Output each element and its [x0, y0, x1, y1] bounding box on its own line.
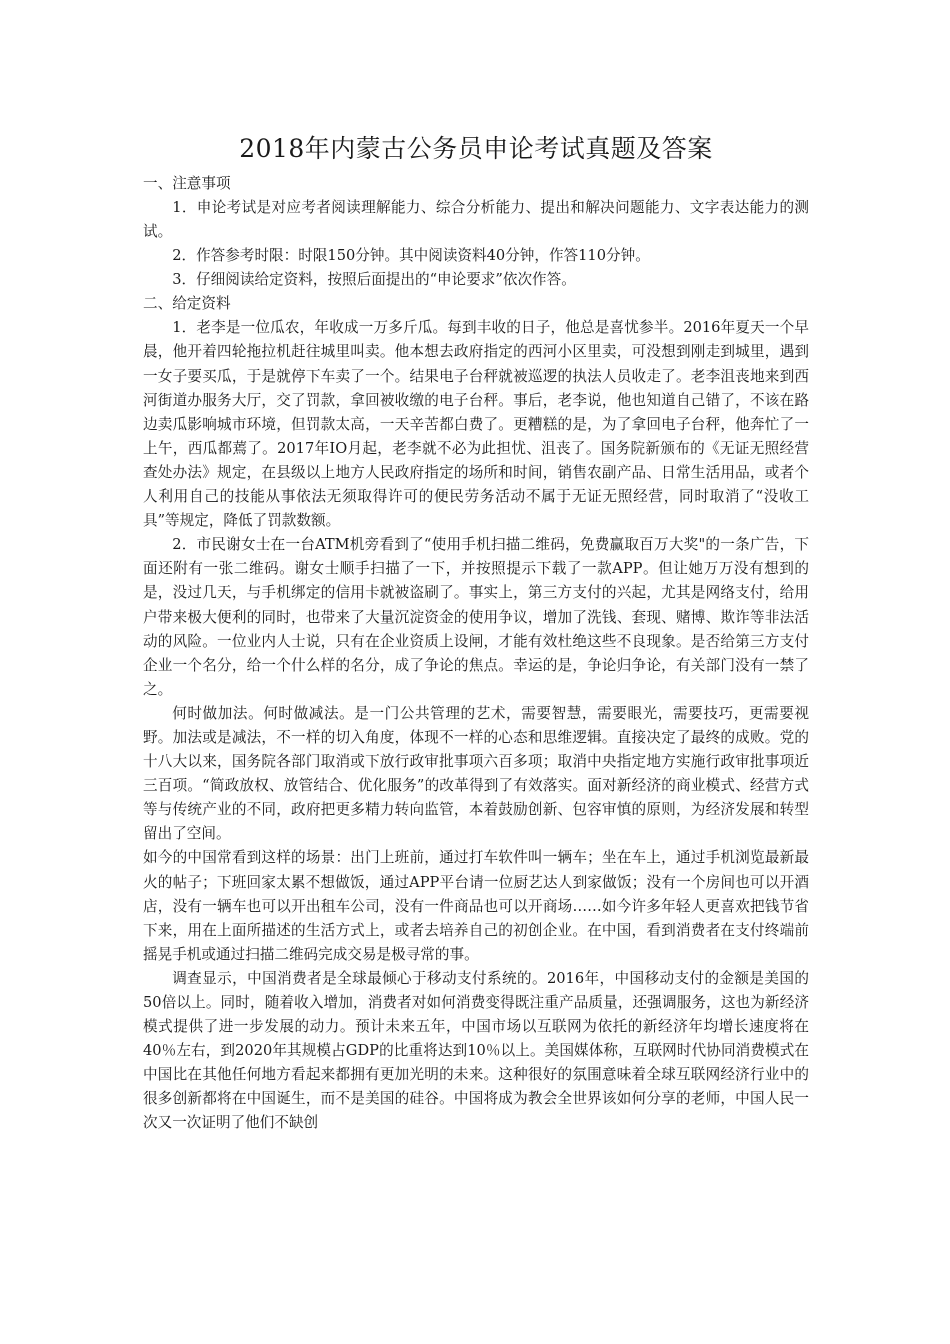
notes-item-2: 2．作答参考时限：时限150分钟。其中阅读资料40分钟，作答110分钟。 [172, 247, 650, 265]
material-paragraph-3: 何时做加法。何时做减法。是一门公共管理的艺术，需要智慧，需要眼光，需要技巧，更需要视野。加法或是减法，不一样的切入角度，体现不一样的心态和思维逻辑。直接决定了最终的成败。党的十八大以来，国务院各部门取消或下放行政审批事项六百多项；取消中央指定地方实施行政审批事项近三百项。“简政放权、放管结合、优化服务”的改革得到了有效落实。面对新经济的商业模式、经营方式等与传统产业的不同，政府把更多精力转向监管，本着鼓励创新、包容审慎的原则，为经济发展和转型留出了空间。 [143, 704, 809, 843]
document-page [143, 132, 809, 1136]
notes-item-1: 1．申论考试是对应考者阅读理解能力、综合分析能力、提出和解决问题能力、文字表达能力的测试。 [143, 199, 809, 241]
notes-item-3: 3．仔细阅读给定资料，按照后面提出的“申论要求”依次作答。 [172, 271, 576, 289]
material-paragraph-4: 如今的中国常看到这样的场景：出门上班前，通过打车软件叫一辆车；坐在车上，通过手机浏览最新最火的帖子；下班回家太累不想做饭，通过APP平台请一位厨艺达人到家做饭；没有一个房间也可以开酒店，没有一辆车也可以开出租车公司，没有一件商品也可以开商场……如今许多年轻人更喜欢把钱节省下来，用在上面所描述的生活方式上，或者去培养自己的初创企业。在中国，看到消费者在支付终端前摇晃手机或通过扫描二维码完成交易是极寻常的事。 [143, 849, 809, 963]
material-paragraph-1: 1．老李是一位瓜农，年收成一万多斤瓜。每到丰收的日子，他总是喜忧参半。2016年夏天一个早晨，他开着四轮拖拉机赶往城里叫卖。他本想去政府指定的西河小区里卖，可没想到刚走到城里，遇到一女子要买瓜，于是就停下车卖了一个。结果电子台秤就被巡逻的执法人员收走了。老李沮丧地来到西河街道办服务大厅，交了罚款，拿回被收缴的电子台秤。事后，老李说，他也知道自己错了，不该在路边卖瓜影响城市环境，但罚款太高，一天辛苦都白费了。更糟糕的是，为了拿回电子台秤，他奔忙了一上午，西瓜都蔫了。2017年IO月起，老李就不必为此担忧、沮丧了。国务院新颁布的《无证无照经营查处办法》规定，在县级以上地方人民政府指定的场所和时间，销售农副产品、日常生活用品，或者个人利用自己的技能从事依法无须取得许可的便民劳务活动不属于无证无照经营，同时取消了“没收工具”等规定，降低了罚款数额。 [143, 319, 809, 530]
section-heading-notes: 一、注意事项 [143, 175, 231, 192]
document-title: 2018年内蒙古公务员申论考试真题及答案 [239, 134, 713, 163]
material-paragraph-2: 2．市民谢女士在一台ATM机旁看到了“使用手机扫描二维码，免费赢取百万大奖"的一条广告，下面还附有一张二维码。谢女士顺手扫描了一下，并按照提示下载了一款APP。但让她万万没有想到的是，没过几天，与手机绑定的信用卡就被盗刷了。事实上，第三方支付的兴起，尤其是网络支付，给用户带来极大便利的同时，也带来了大量沉淀资金的使用争议，增加了洗钱、套现、赌博、欺诈等非法活动的风险。一位业内人士说，只有在企业资质上设闸，才能有效杜绝这些不良现象。是否给第三方支付企业一个名分，给一个什么样的名分，成了争论的焦点。幸运的是，争论归争论，有关部门没有一禁了之。 [143, 536, 809, 698]
section-heading-materials: 二、给定资料 [143, 295, 231, 313]
material-paragraph-5: 调查显示，中国消费者是全球最倾心于移动支付系统的。2016年，中国移动支付的金额是美国的50倍以上。同时，随着收入增加，消费者对如何消费变得既注重产品质量，还强调服务，这也为新经济模式提供了进一步发展的动力。预计未来五年，中国市场以互联网为依托的新经济年均增长速度将在40％左右，到2020年其规模占GDP的比重将达到10％以上。美国媒体称，互联网时代协同消费模式在中国比在其他任何地方看起来都拥有更加光明的未来。这种很好的氛围意味着全球互联网经济行业中的很多创新都将在中国诞生，而不是美国的硅谷。中国将成为教会全世界该如何分享的老师，中国人民一次又一次证明了他们不缺创 [143, 969, 809, 1132]
